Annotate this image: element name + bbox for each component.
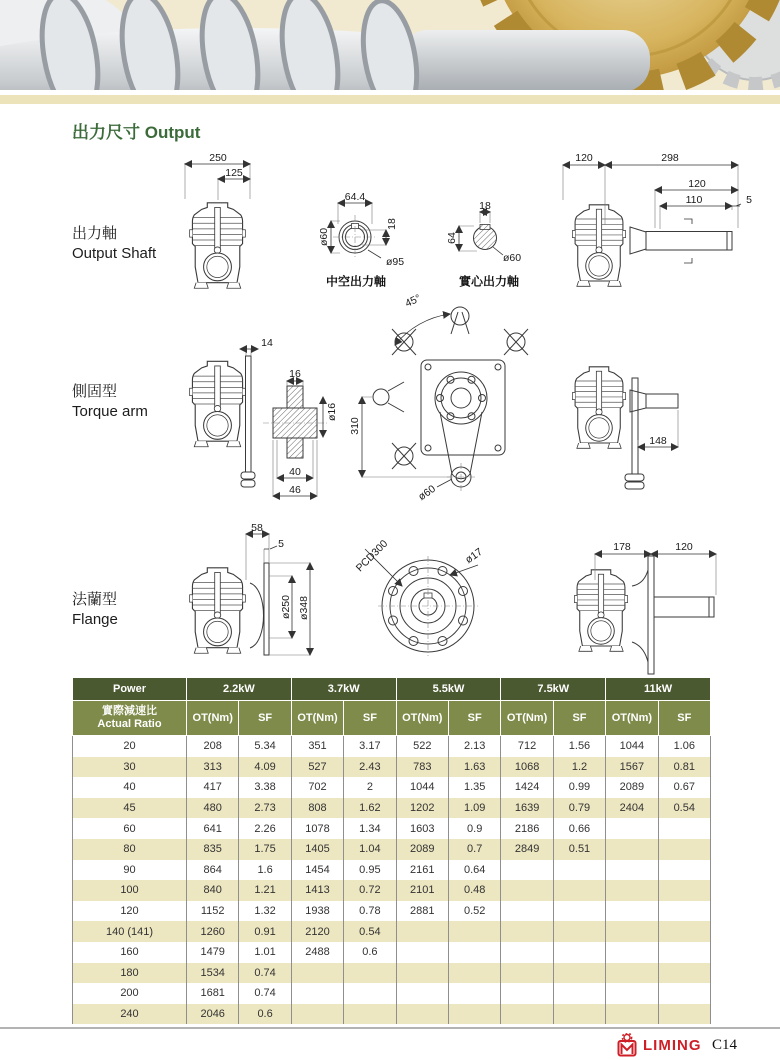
value-cell xyxy=(344,983,396,1004)
value-cell: 1078 xyxy=(291,818,343,839)
liming-logo-icon xyxy=(617,1033,637,1057)
dim-dia17: ø17 xyxy=(463,545,485,567)
ratio-cell: 60 xyxy=(73,818,187,839)
value-cell: 1202 xyxy=(396,798,448,819)
ratio-cell: 20 xyxy=(73,736,187,757)
table-row xyxy=(73,839,711,860)
value-cell xyxy=(606,860,658,881)
value-cell xyxy=(501,921,553,942)
value-cell: 1.63 xyxy=(448,757,500,778)
value-cell: 0.79 xyxy=(553,798,605,819)
table-row xyxy=(73,942,711,963)
value-cell xyxy=(658,921,710,942)
value-cell: 3.38 xyxy=(239,777,291,798)
ot-header: OT(Nm) xyxy=(187,701,239,736)
table-row xyxy=(73,757,711,778)
value-cell xyxy=(658,860,710,881)
value-cell: 2.26 xyxy=(239,818,291,839)
value-cell: 0.95 xyxy=(344,860,396,881)
ratio-cell: 90 xyxy=(73,860,187,881)
value-cell xyxy=(606,839,658,860)
ratio-cell: 120 xyxy=(73,901,187,922)
value-cell: 313 xyxy=(187,757,239,778)
value-cell: 1479 xyxy=(187,942,239,963)
value-cell xyxy=(291,1004,343,1025)
dim-120-a: 120 xyxy=(575,152,593,164)
value-cell: 0.64 xyxy=(448,860,500,881)
value-cell xyxy=(606,901,658,922)
table-row xyxy=(73,777,711,798)
ot-header: OT(Nm) xyxy=(501,701,553,736)
ot-header: OT(Nm) xyxy=(606,701,658,736)
label-en: Output Shaft xyxy=(72,245,157,262)
table-row xyxy=(73,736,711,757)
value-cell: 2.73 xyxy=(239,798,291,819)
value-cell xyxy=(606,1004,658,1025)
value-cell: 712 xyxy=(501,736,553,757)
actual-ratio-header xyxy=(73,701,187,736)
value-cell: 1.09 xyxy=(448,798,500,819)
value-cell xyxy=(448,1004,500,1025)
value-cell: 0.99 xyxy=(553,777,605,798)
power-7-5kw: 7.5kW xyxy=(501,678,606,701)
value-cell: 641 xyxy=(187,818,239,839)
value-cell xyxy=(606,963,658,984)
ratio-cell: 140 (141) xyxy=(73,921,187,942)
value-cell: 864 xyxy=(187,860,239,881)
dim-18-hollow: 18 xyxy=(386,218,398,230)
sf-header: SF xyxy=(344,701,396,736)
label-zh: 出力軸 xyxy=(72,225,118,242)
value-cell: 0.72 xyxy=(344,880,396,901)
value-cell xyxy=(658,983,710,1004)
ratio-cell: 80 xyxy=(73,839,187,860)
value-cell: 0.74 xyxy=(239,963,291,984)
dim-16: 16 xyxy=(289,368,301,380)
value-cell xyxy=(501,963,553,984)
value-cell: 1.35 xyxy=(448,777,500,798)
value-cell: 1.32 xyxy=(239,901,291,922)
value-cell: 2404 xyxy=(606,798,658,819)
value-cell: 522 xyxy=(396,736,448,757)
value-cell: 840 xyxy=(187,880,239,901)
value-cell: 0.74 xyxy=(239,983,291,1004)
value-cell xyxy=(396,1004,448,1025)
value-cell: 1603 xyxy=(396,818,448,839)
value-cell: 0.54 xyxy=(344,921,396,942)
value-cell: 0.78 xyxy=(344,901,396,922)
dim-120-b: 120 xyxy=(688,178,706,190)
flange-drawing xyxy=(0,515,780,680)
value-cell: 1.6 xyxy=(239,860,291,881)
value-cell: 2849 xyxy=(501,839,553,860)
dim-148: 148 xyxy=(649,435,667,447)
value-cell: 1454 xyxy=(291,860,343,881)
caption-solid-shaft: 實心出力軸 xyxy=(458,274,520,289)
value-cell: 1938 xyxy=(291,901,343,922)
ratio-cell: 180 xyxy=(73,963,187,984)
value-cell: 1.56 xyxy=(553,736,605,757)
value-cell xyxy=(501,901,553,922)
power-header-cell: Power xyxy=(73,678,187,701)
ratio-label-zh: 實際減速比 xyxy=(102,705,157,717)
value-cell: 783 xyxy=(396,757,448,778)
sf-header: SF xyxy=(553,701,605,736)
value-cell xyxy=(396,921,448,942)
value-cell xyxy=(501,1004,553,1025)
output-torque-table xyxy=(72,677,711,1024)
value-cell: 1405 xyxy=(291,839,343,860)
value-cell xyxy=(448,942,500,963)
value-cell: 0.48 xyxy=(448,880,500,901)
dim-178: 178 xyxy=(613,541,631,553)
value-cell: 208 xyxy=(187,736,239,757)
value-cell: 2089 xyxy=(606,777,658,798)
ratio-cell: 30 xyxy=(73,757,187,778)
ratio-label-en: Actual Ratio xyxy=(97,718,162,730)
value-cell: 1567 xyxy=(606,757,658,778)
value-cell xyxy=(553,901,605,922)
label-zh: 側固型 xyxy=(72,383,118,400)
footer-divider xyxy=(0,1027,780,1029)
value-cell xyxy=(553,880,605,901)
dim-14: 14 xyxy=(261,337,273,349)
value-cell: 1.06 xyxy=(658,736,710,757)
dim-dia60-solid: ø60 xyxy=(502,252,522,264)
value-cell: 2089 xyxy=(396,839,448,860)
power-3-7kw: 3.7kW xyxy=(291,678,396,701)
value-cell: 2161 xyxy=(396,860,448,881)
value-cell: 702 xyxy=(291,777,343,798)
value-cell xyxy=(553,921,605,942)
value-cell xyxy=(553,983,605,1004)
value-cell xyxy=(448,921,500,942)
dim-310: 310 xyxy=(349,417,361,435)
value-cell: 1.75 xyxy=(239,839,291,860)
value-cell: 0.54 xyxy=(658,798,710,819)
ot-header: OT(Nm) xyxy=(396,701,448,736)
dim-40: 40 xyxy=(289,466,301,478)
value-cell: 2.43 xyxy=(344,757,396,778)
value-cell: 1152 xyxy=(187,901,239,922)
value-cell xyxy=(658,963,710,984)
ratio-cell: 45 xyxy=(73,798,187,819)
value-cell xyxy=(553,860,605,881)
value-cell xyxy=(501,860,553,881)
value-cell xyxy=(396,983,448,1004)
dim-dia60-hollow: ø60 xyxy=(318,227,330,247)
page-title-en: Output xyxy=(144,123,201,142)
ratio-cell: 200 xyxy=(73,983,187,1004)
sf-header: SF xyxy=(239,701,291,736)
value-cell xyxy=(658,901,710,922)
value-cell xyxy=(291,983,343,1004)
value-cell xyxy=(606,880,658,901)
dim-dia95: ø95 xyxy=(385,256,405,268)
page-title xyxy=(72,118,200,143)
table-row xyxy=(73,818,711,839)
page-number: C14 xyxy=(712,1037,738,1053)
value-cell: 0.81 xyxy=(658,757,710,778)
dim-58: 58 xyxy=(251,522,263,534)
value-cell: 1.04 xyxy=(344,839,396,860)
value-cell: 1639 xyxy=(501,798,553,819)
table-body xyxy=(73,736,711,1025)
dim-pcd300: PCD300 xyxy=(353,537,391,575)
value-cell: 2046 xyxy=(187,1004,239,1025)
value-cell: 417 xyxy=(187,777,239,798)
value-cell xyxy=(658,839,710,860)
value-cell: 0.9 xyxy=(448,818,500,839)
power-header-row xyxy=(73,678,711,701)
dim-dia250: ø250 xyxy=(280,595,292,619)
value-cell: 1.2 xyxy=(553,757,605,778)
value-cell: 0.6 xyxy=(344,942,396,963)
dim-250: 250 xyxy=(209,152,227,164)
table-row xyxy=(73,1004,711,1025)
value-cell xyxy=(344,963,396,984)
value-cell xyxy=(501,880,553,901)
value-cell xyxy=(344,1004,396,1025)
value-cell: 2 xyxy=(344,777,396,798)
ratio-cell: 240 xyxy=(73,1004,187,1025)
value-cell: 0.6 xyxy=(239,1004,291,1025)
liming-logo xyxy=(617,1033,702,1057)
value-cell: 0.91 xyxy=(239,921,291,942)
label-en: Torque arm xyxy=(72,403,148,420)
sf-header: SF xyxy=(658,701,710,736)
value-cell: 0.7 xyxy=(448,839,500,860)
value-cell xyxy=(658,880,710,901)
value-cell: 1.62 xyxy=(344,798,396,819)
value-cell xyxy=(501,942,553,963)
table-row xyxy=(73,860,711,881)
value-cell xyxy=(396,963,448,984)
dim-5-a: 5 xyxy=(746,194,752,206)
value-cell: 2120 xyxy=(291,921,343,942)
value-cell: 2488 xyxy=(291,942,343,963)
dim-dia348: ø348 xyxy=(298,596,310,620)
value-cell: 4.09 xyxy=(239,757,291,778)
value-cell: 2881 xyxy=(396,901,448,922)
value-cell: 351 xyxy=(291,736,343,757)
value-cell: 527 xyxy=(291,757,343,778)
value-cell: 1424 xyxy=(501,777,553,798)
value-cell: 0.52 xyxy=(448,901,500,922)
value-cell: 2.13 xyxy=(448,736,500,757)
table-row xyxy=(73,963,711,984)
value-cell xyxy=(658,1004,710,1025)
value-cell: 1534 xyxy=(187,963,239,984)
value-cell xyxy=(553,942,605,963)
value-cell: 2186 xyxy=(501,818,553,839)
banner-divider-band xyxy=(0,95,780,104)
value-cell: 0.66 xyxy=(553,818,605,839)
value-cell xyxy=(658,942,710,963)
value-cell: 835 xyxy=(187,839,239,860)
value-cell xyxy=(553,963,605,984)
value-cell: 480 xyxy=(187,798,239,819)
dim-64: 64 xyxy=(446,232,458,244)
dim-120-c: 120 xyxy=(675,541,693,553)
value-cell: 3.17 xyxy=(344,736,396,757)
dim-45deg: 45° xyxy=(403,292,423,310)
dim-dia16: ø16 xyxy=(326,402,338,422)
value-cell: 0.51 xyxy=(553,839,605,860)
value-cell: 2101 xyxy=(396,880,448,901)
dim-dia60-arm: ø60 xyxy=(416,482,438,504)
dim-125: 125 xyxy=(225,167,243,179)
dim-18-solid: 18 xyxy=(479,200,491,212)
subheader-row xyxy=(73,701,711,736)
value-cell: 0.67 xyxy=(658,777,710,798)
torque-arm-drawing xyxy=(0,300,780,515)
value-cell xyxy=(606,942,658,963)
table-row xyxy=(73,901,711,922)
dim-64-4: 64.4 xyxy=(344,191,366,203)
sf-header: SF xyxy=(448,701,500,736)
brand-name: LIMING xyxy=(643,1036,702,1054)
ratio-cell: 40 xyxy=(73,777,187,798)
label-en: Flange xyxy=(72,611,118,628)
value-cell xyxy=(658,818,710,839)
value-cell xyxy=(553,1004,605,1025)
ot-header: OT(Nm) xyxy=(291,701,343,736)
power-2-2kw: 2.2kW xyxy=(187,678,292,701)
value-cell xyxy=(606,921,658,942)
value-cell xyxy=(396,942,448,963)
value-cell: 1413 xyxy=(291,880,343,901)
value-cell xyxy=(291,963,343,984)
value-cell: 1260 xyxy=(187,921,239,942)
worm-gear-banner-image xyxy=(0,0,780,93)
dim-5-b: 5 xyxy=(278,538,284,550)
value-cell xyxy=(501,983,553,1004)
table-row xyxy=(73,798,711,819)
table-row xyxy=(73,983,711,1004)
value-cell: 1681 xyxy=(187,983,239,1004)
value-cell: 808 xyxy=(291,798,343,819)
table-row xyxy=(73,921,711,942)
power-5-5kw: 5.5kW xyxy=(396,678,501,701)
table-row xyxy=(73,880,711,901)
value-cell: 1.21 xyxy=(239,880,291,901)
page-title-zh: 出力尺寸 xyxy=(72,123,140,142)
value-cell: 1.34 xyxy=(344,818,396,839)
value-cell xyxy=(606,983,658,1004)
caption-hollow-shaft: 中空出力軸 xyxy=(325,274,387,289)
value-cell xyxy=(448,963,500,984)
label-zh: 法蘭型 xyxy=(72,591,118,608)
value-cell: 1044 xyxy=(396,777,448,798)
power-11kw: 11kW xyxy=(606,678,711,701)
dim-298: 298 xyxy=(661,152,679,164)
value-cell xyxy=(606,818,658,839)
value-cell: 1044 xyxy=(606,736,658,757)
value-cell: 5.34 xyxy=(239,736,291,757)
value-cell: 1068 xyxy=(501,757,553,778)
ratio-cell: 100 xyxy=(73,880,187,901)
dim-110: 110 xyxy=(685,194,703,206)
ratio-cell: 160 xyxy=(73,942,187,963)
dim-46: 46 xyxy=(289,484,301,496)
value-cell: 1.01 xyxy=(239,942,291,963)
value-cell xyxy=(448,983,500,1004)
